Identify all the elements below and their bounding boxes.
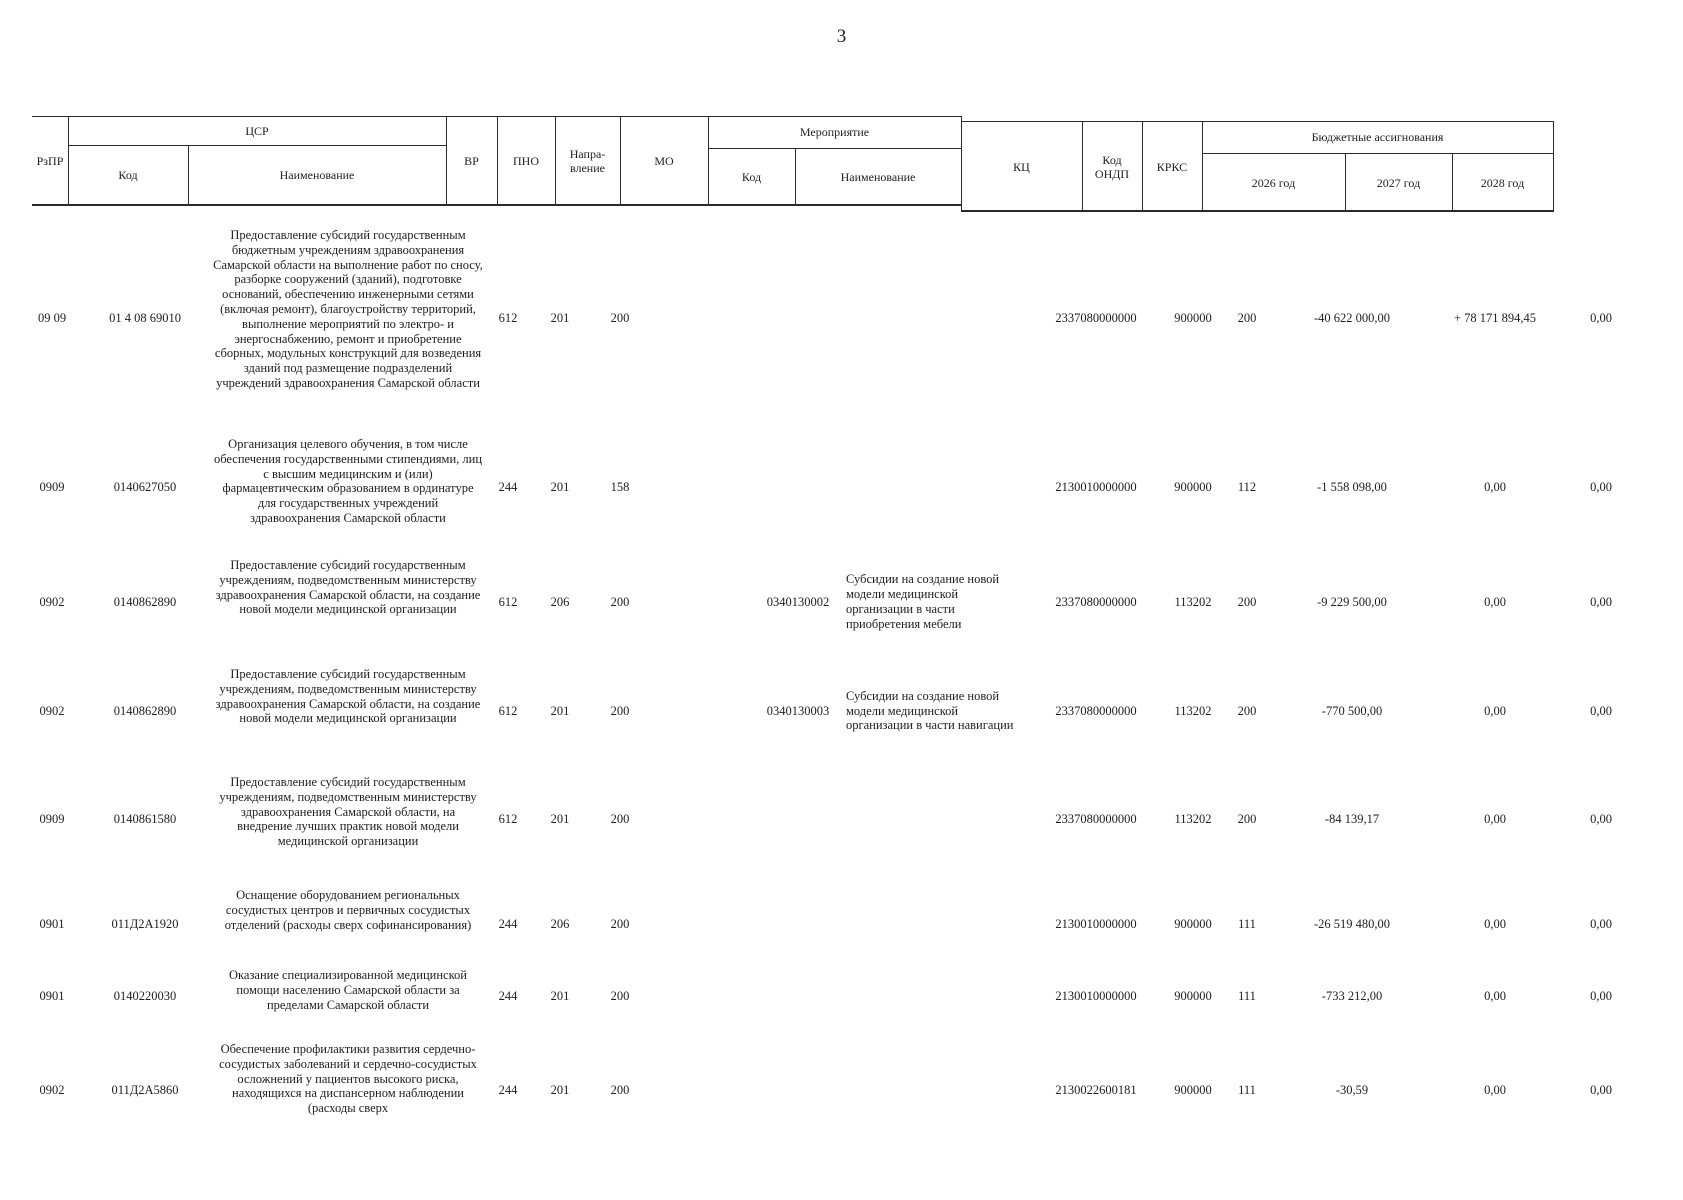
cell-y2028: 0,00 xyxy=(1590,1082,1612,1097)
cell-event-code xyxy=(758,437,838,537)
header-krks: КРКС xyxy=(1156,159,1188,174)
cell-mo xyxy=(660,968,720,1024)
cell-event-code: 0340130002 xyxy=(766,594,830,609)
cell-vr: 244 xyxy=(498,479,518,494)
cell-csr-name: Оказание специализированной медицинской помощи населению Самарской области за пределами Самарской области xyxy=(229,968,467,1012)
cell-mo xyxy=(660,1042,720,1138)
cell-csr-code: 011Д2А1920 xyxy=(111,916,179,931)
cell-mo xyxy=(660,558,720,646)
header-event-name: Наименование xyxy=(840,170,916,184)
cell-vr: 244 xyxy=(498,1082,518,1097)
cell-pno: 201 xyxy=(550,703,570,718)
cell-y2028: 0,00 xyxy=(1590,703,1612,718)
cell-csr-name: Предоставление субсидий государственным бюджетным учреждениям здравоохранения Самарской области на выполнение работ по сносу, разборке сооружений (зданий), подготовке оснований, обеспечению инженерными сетями (включая ремонт), благоустройству территорий, выполнение мероприятий по электро- и энергоснабжению, ремонт и приобретение сборных, модульных конструкций для возведения зданий под размещение подразделений учреждений здравоохранения Самарской области xyxy=(213,228,483,390)
cell-ondp: 900000 xyxy=(1174,310,1212,325)
cell-vr: 612 xyxy=(498,594,518,609)
cell-ondp: 113202 xyxy=(1174,811,1212,826)
table-row xyxy=(0,667,1683,755)
table-row xyxy=(0,888,1683,960)
header-budget: Бюджетные ассигнования xyxy=(1311,130,1444,144)
cell-y2027: 0,00 xyxy=(1484,811,1506,826)
cell-mo xyxy=(660,775,720,863)
cell-y2027: + 78 171 894,45 xyxy=(1453,310,1537,325)
cell-event-code xyxy=(758,888,838,960)
cell-napr: 200 xyxy=(610,811,630,826)
cell-event-name: Субсидии на создание новой модели медицинской организации в части навигации xyxy=(846,688,1014,733)
table-row xyxy=(0,228,1683,408)
cell-y2026: -26 519 480,00 xyxy=(1313,916,1391,931)
header-rzpr: РзПР xyxy=(36,153,64,168)
cell-mo xyxy=(660,888,720,960)
cell-csr-code: 0140862890 xyxy=(113,594,177,609)
table-row xyxy=(0,775,1683,863)
cell-kc: 2337080000000 xyxy=(1055,594,1137,609)
cell-y2026: -733 212,00 xyxy=(1321,988,1383,1003)
table-row xyxy=(0,968,1683,1024)
cell-ondp: 900000 xyxy=(1174,988,1212,1003)
cell-y2028: 0,00 xyxy=(1590,811,1612,826)
cell-krks: 200 xyxy=(1237,310,1257,325)
cell-rzpr: 0902 xyxy=(39,703,65,718)
cell-ondp: 113202 xyxy=(1174,703,1212,718)
cell-y2026: -30,59 xyxy=(1335,1082,1369,1097)
header-event-code: Код xyxy=(741,170,762,184)
cell-pno: 206 xyxy=(550,916,570,931)
cell-ondp: 900000 xyxy=(1174,479,1212,494)
cell-krks: 200 xyxy=(1237,594,1257,609)
cell-y2026: -84 139,17 xyxy=(1324,811,1380,826)
cell-napr: 200 xyxy=(610,988,630,1003)
cell-napr: 158 xyxy=(610,479,630,494)
cell-y2028: 0,00 xyxy=(1590,594,1612,609)
cell-event-name xyxy=(846,888,1016,960)
cell-mo xyxy=(660,667,720,755)
cell-rzpr: 09 09 xyxy=(37,310,67,325)
header-2027: 2027 год xyxy=(1376,175,1421,190)
cell-rzpr: 0901 xyxy=(39,916,65,931)
cell-y2026: -770 500,00 xyxy=(1321,703,1383,718)
header-csr-name: Наименование xyxy=(279,168,355,182)
header-2028: 2028 год xyxy=(1480,175,1525,190)
cell-csr-code: 0140220030 xyxy=(113,988,177,1003)
header-ondp: Код ОНДП xyxy=(1094,152,1130,181)
header-napr: Напра- вление xyxy=(569,146,606,175)
cell-mo xyxy=(660,437,720,537)
cell-y2026: -1 558 098,00 xyxy=(1317,479,1387,494)
cell-event-code: 0340130003 xyxy=(766,703,830,718)
cell-vr: 612 xyxy=(498,703,518,718)
cell-napr: 200 xyxy=(610,1082,630,1097)
cell-event-name xyxy=(846,228,1016,408)
table-row xyxy=(0,1042,1683,1138)
cell-napr: 200 xyxy=(610,916,630,931)
cell-napr: 200 xyxy=(610,594,630,609)
cell-krks: 200 xyxy=(1237,703,1257,718)
cell-csr-name: Организация целевого обучения, в том числе обеспечения государственными стипендиями, лиц с высшим медицинским и (или) фармацевтическим образованием в ординатуре для государственных учреждений здравоохранения Самарской области xyxy=(213,437,483,525)
cell-csr-name: Предоставление субсидий государственным учреждениям, подведомственным министерству здравоохранения Самарской области, на создание новой модели медицинской организации xyxy=(215,667,481,726)
cell-pno: 201 xyxy=(550,988,570,1003)
header-csr-code: Код xyxy=(118,168,138,182)
header-event: Мероприятие xyxy=(799,125,870,139)
cell-pno: 201 xyxy=(550,479,570,494)
cell-pno: 201 xyxy=(550,811,570,826)
cell-krks: 111 xyxy=(1238,1082,1256,1097)
cell-y2027: 0,00 xyxy=(1484,1082,1506,1097)
cell-event-name xyxy=(846,437,1016,537)
cell-event-name: Субсидии на создание новой модели медицинской организации в части приобретения мебели xyxy=(846,572,1000,631)
cell-y2028: 0,00 xyxy=(1590,916,1612,931)
cell-rzpr: 0909 xyxy=(39,479,65,494)
cell-kc: 2337080000000 xyxy=(1055,703,1137,718)
cell-event-code xyxy=(758,1042,838,1138)
page-number: 3 xyxy=(836,26,847,47)
cell-ondp: 900000 xyxy=(1174,916,1212,931)
cell-y2028: 0,00 xyxy=(1590,479,1612,494)
cell-krks: 111 xyxy=(1238,916,1256,931)
cell-y2027: 0,00 xyxy=(1484,703,1506,718)
cell-krks: 111 xyxy=(1238,988,1256,1003)
cell-kc: 2337080000000 xyxy=(1055,310,1137,325)
cell-rzpr: 0902 xyxy=(39,1082,65,1097)
header-csr: ЦСР xyxy=(245,123,269,138)
cell-vr: 612 xyxy=(498,811,518,826)
cell-csr-code: 0140627050 xyxy=(113,479,177,494)
table-row xyxy=(0,558,1683,646)
cell-y2026: -40 622 000,00 xyxy=(1313,310,1391,325)
cell-vr: 244 xyxy=(498,916,518,931)
cell-pno: 201 xyxy=(550,310,570,325)
cell-event-name xyxy=(846,1042,1016,1138)
cell-y2028: 0,00 xyxy=(1590,988,1612,1003)
cell-kc: 2130010000000 xyxy=(1055,479,1137,494)
cell-event-name xyxy=(846,968,1016,1024)
cell-csr-code: 0140861580 xyxy=(113,811,177,826)
cell-csr-code: 0140862890 xyxy=(113,703,177,718)
cell-napr: 200 xyxy=(610,703,630,718)
header-2026: 2026 год xyxy=(1251,175,1296,190)
cell-kc: 2130022600181 xyxy=(1055,1082,1137,1097)
cell-csr-name: Оснащение оборудованием региональных сосудистых центров и первичных сосудистых отделений (расходы сверх софинансирования) xyxy=(224,888,472,932)
header-mo: МО xyxy=(654,153,674,168)
cell-y2027: 0,00 xyxy=(1484,916,1506,931)
header-vr: ВР xyxy=(464,153,479,168)
cell-event-name xyxy=(846,775,1016,863)
cell-krks: 112 xyxy=(1237,479,1257,494)
cell-vr: 612 xyxy=(498,310,518,325)
cell-ondp: 113202 xyxy=(1174,594,1212,609)
cell-vr: 244 xyxy=(498,988,518,1003)
cell-krks: 200 xyxy=(1237,811,1257,826)
cell-y2027: 0,00 xyxy=(1484,479,1506,494)
cell-mo xyxy=(660,228,720,408)
cell-csr-code: 01 4 08 69010 xyxy=(109,310,181,325)
cell-rzpr: 0901 xyxy=(39,988,65,1003)
cell-csr-name: Обеспечение профилактики развития сердечно-сосудистых заболеваний и сердечно-сосудистых осложнений у пациентов высокого риска, находящихся на диспансерном наблюдении (расходы сверх xyxy=(219,1042,477,1116)
cell-event-code xyxy=(758,775,838,863)
cell-pno: 201 xyxy=(550,1082,570,1097)
cell-event-code xyxy=(758,228,838,408)
cell-csr-name: Предоставление субсидий государственным учреждениям, подведомственным министерству здравоохранения Самарской области, на создание новой модели медицинской организации xyxy=(215,558,481,617)
cell-rzpr: 0909 xyxy=(39,811,65,826)
cell-pno: 206 xyxy=(550,594,570,609)
cell-kc: 2130010000000 xyxy=(1055,988,1137,1003)
cell-napr: 200 xyxy=(610,310,630,325)
cell-csr-name: Предоставление субсидий государственным учреждениям, подведомственным министерству здравоохранения Самарской области, на внедрение лучших практик новой модели медицинской организации xyxy=(219,775,477,849)
cell-rzpr: 0902 xyxy=(39,594,65,609)
cell-csr-code: 011Д2А5860 xyxy=(111,1082,179,1097)
cell-kc: 2337080000000 xyxy=(1055,811,1137,826)
table-row xyxy=(0,437,1683,537)
cell-y2028: 0,00 xyxy=(1590,310,1612,325)
header-pno: ПНО xyxy=(513,153,539,168)
cell-kc: 2130010000000 xyxy=(1055,916,1137,931)
cell-y2026: -9 229 500,00 xyxy=(1317,594,1387,609)
header-vline xyxy=(1553,121,1554,212)
cell-event-code xyxy=(758,968,838,1024)
header-kc: КЦ xyxy=(1013,159,1030,174)
cell-y2027: 0,00 xyxy=(1484,594,1506,609)
cell-y2027: 0,00 xyxy=(1484,988,1506,1003)
cell-ondp: 900000 xyxy=(1174,1082,1212,1097)
